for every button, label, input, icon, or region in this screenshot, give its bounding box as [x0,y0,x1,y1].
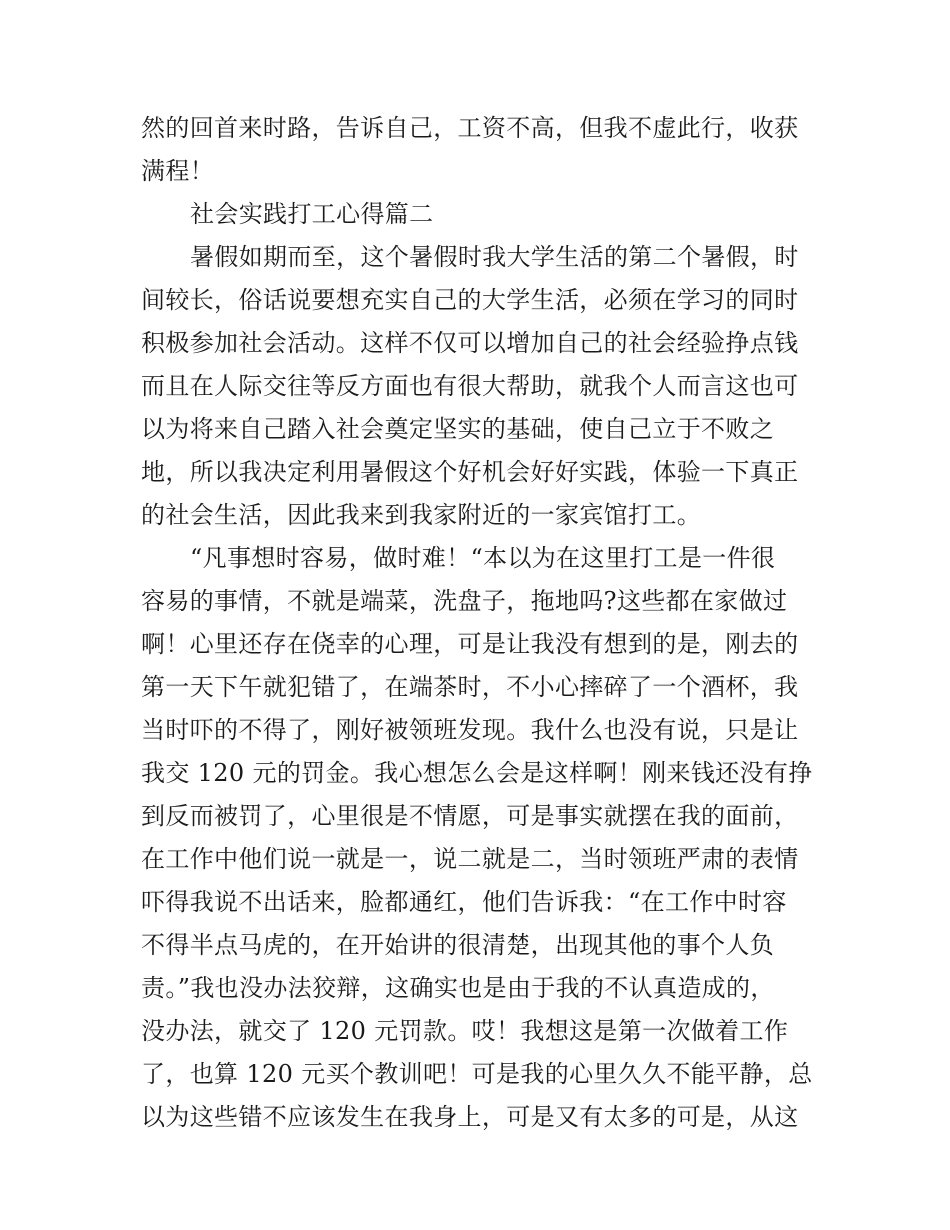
text-line: 以为将来自己踏入社会奠定坚实的基础，使自己立于不败之 [141,415,775,443]
text-line: 积极参加社会活动。这样不仅可以增加自己的社会经验挣点钱 [141,329,799,357]
text-line: 啊！心里还存在侥幸的心理，可是让我没有想到的是，刚去的 [141,630,799,658]
text-line: 责。”我也没办法狡辩，这确实也是由于我的不认真造成的， [141,974,775,1002]
text-line: 第一天下午就犯错了，在端茶时，不小心摔碎了一个酒杯，我 [141,673,799,701]
text-line: 到反而被罚了，心里很是不情愿，可是事实就摆在我的面前， [141,802,799,830]
text-line: 了，也算 120 元买个教训吧！可是我的心里久久不能平静，总 [141,1060,813,1088]
text-line: 满程！ [141,157,215,185]
text-line: 而且在人际交往等反方面也有很大帮助，就我个人而言这也可 [141,372,799,400]
section-heading: 社会实践打工心得篇二 [190,200,434,228]
text-line: 在工作中他们说一就是一，说二就是二，当时领班严肃的表情 [141,845,799,873]
text-line: 然的回首来时路，告诉自己，工资不高，但我不虚此行，收获 [141,114,799,142]
text-line: 暑假如期而至，这个暑假时我大学生活的第二个暑假，时 [190,243,799,271]
text-line: 容易的事情，不就是端菜，洗盘子，拖地吗?这些都在家做过 [141,587,788,615]
text-line: 以为这些错不应该发生在我身上，可是又有太多的可是，从这 [141,1103,799,1131]
text-line: 吓得我说不出话来，脸都通红，他们告诉我：“在工作中时容 [141,888,787,916]
text-line: 我交 120 元的罚金。我心想怎么会是这样啊！刚来钱还没有挣 [141,759,813,787]
text-line: 的社会生活，因此我来到我家附近的一家宾馆打工。 [141,501,702,529]
text-line: 间较长，俗话说要想充实自己的大学生活，必须在学习的同时 [141,286,799,314]
text-line: 地，所以我决定利用暑假这个好机会好好实践，体验一下真正 [141,458,799,486]
text-line: 不得半点马虎的，在开始讲的很清楚，出现其他的事个人负 [141,931,775,959]
text-line: “凡事想时容易，做时难！“本以为在这里打工是一件很 [190,544,776,572]
text-line: 当时吓的不得了，刚好被领班发现。我什么也没有说，只是让 [141,716,799,744]
text-line: 没办法，就交了 120 元罚款。哎！我想这是第一次做着工作 [141,1017,789,1045]
